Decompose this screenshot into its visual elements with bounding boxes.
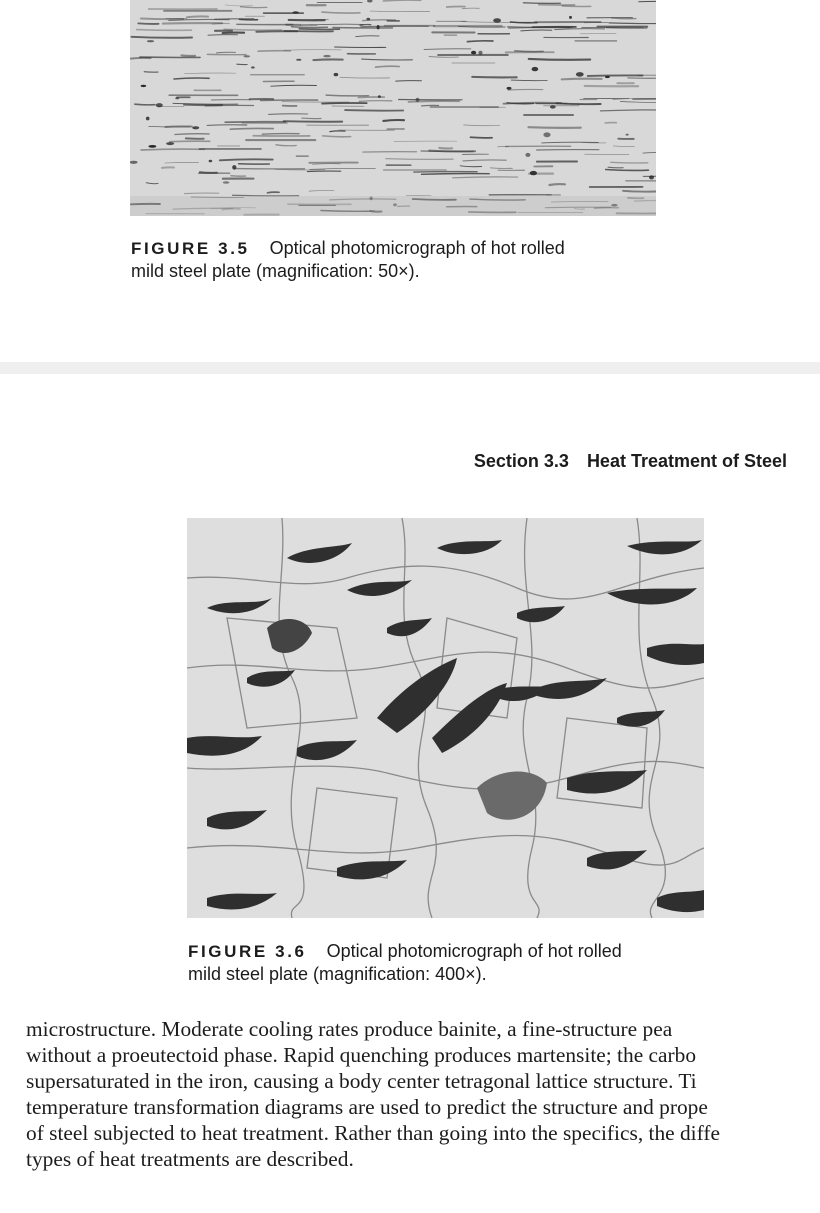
- texture-streak: [611, 162, 648, 163]
- texture-inclusion: [244, 55, 251, 57]
- texture-inclusion: [378, 95, 381, 98]
- page-separator: [0, 362, 820, 374]
- body-line: temperature transformation diagrams are used to predict the structure and prope: [26, 1095, 708, 1119]
- texture-inclusion: [141, 85, 147, 87]
- figure-3-5-caption-text: Optical photomicrograph of hot rolled: [269, 238, 565, 258]
- texture-streak: [262, 134, 299, 135]
- section-number: Section 3.3: [473, 451, 569, 471]
- texture-inclusion: [366, 18, 370, 21]
- texture-inclusion: [146, 117, 150, 121]
- texture-streak: [606, 28, 646, 29]
- texture-streak: [132, 37, 193, 38]
- texture-streak: [268, 192, 280, 193]
- texture-streak: [472, 77, 517, 78]
- texture-streak: [511, 80, 547, 81]
- texture-streak: [141, 149, 204, 150]
- texture-inclusion: [296, 59, 301, 61]
- texture-streak: [409, 101, 460, 102]
- texture-streak: [185, 193, 219, 194]
- figure-3-6-micrograph-svg: [187, 518, 704, 918]
- texture-streak: [639, 1, 656, 2]
- texture-streak: [550, 184, 565, 185]
- texture-inclusion: [166, 142, 174, 145]
- texture-inclusion: [532, 67, 539, 71]
- figure-3-6-micrograph: [187, 518, 704, 918]
- texture-streak: [313, 59, 342, 60]
- texture-inclusion: [576, 72, 584, 77]
- texture-streak: [467, 41, 493, 42]
- texture-streak: [562, 79, 602, 80]
- texture-streak: [299, 29, 339, 30]
- texture-streak: [609, 23, 656, 24]
- texture-streak: [137, 30, 192, 31]
- texture-inclusion: [479, 51, 483, 55]
- texture-streak: [284, 121, 343, 122]
- texture-inclusion: [192, 126, 199, 129]
- texture-inclusion: [293, 11, 299, 14]
- texture-streak: [606, 170, 649, 171]
- texture-streak: [562, 6, 591, 7]
- texture-inclusion: [493, 18, 501, 23]
- texture-inclusion: [569, 16, 572, 19]
- texture-inclusion: [334, 73, 339, 76]
- texture-inclusion: [416, 98, 420, 102]
- body-paragraph: [26, 1016, 820, 1172]
- texture-inclusion: [471, 51, 476, 55]
- texture-inclusion: [507, 87, 512, 90]
- texture-inclusion: [525, 153, 530, 157]
- texture-streak: [623, 191, 656, 192]
- texture-streak: [429, 151, 475, 152]
- figure-3-5-caption-line1: [131, 237, 565, 260]
- body-line: microstructure. Moderate cooling rates produce bainite, a fine-structure pea: [26, 1017, 673, 1041]
- texture-inclusion: [377, 25, 380, 29]
- texture-inclusion: [530, 171, 537, 175]
- texture-streak: [138, 23, 158, 24]
- running-head: [474, 451, 787, 472]
- figure-3-5-micrograph: [130, 0, 656, 216]
- texture-streak: [302, 118, 321, 119]
- figure-3-5-caption-line2: mild steel plate (magnification: 50×).: [131, 261, 420, 281]
- texture-streak: [422, 174, 490, 175]
- body-line: without a proeutectoid phase. Rapid quenching produces martensite; the carbo: [26, 1043, 697, 1067]
- texture-streak: [612, 18, 636, 19]
- texture-streak: [230, 128, 273, 129]
- texture-streak: [383, 0, 421, 1]
- texture-inclusion: [148, 145, 156, 148]
- texture-inclusion: [550, 105, 556, 108]
- figure-3-6-caption-text: Optical photomicrograph of hot rolled: [326, 941, 622, 961]
- texture-streak: [508, 89, 543, 90]
- texture-inclusion: [147, 40, 154, 42]
- texture-streak: [529, 127, 581, 128]
- texture-streak: [322, 103, 367, 104]
- figure-3-5-label: FIGURE 3.5: [131, 239, 250, 258]
- texture-streak: [511, 22, 538, 23]
- texture-streak: [608, 167, 623, 168]
- body-line: of steel subjected to heat treatment. Rather than going into the specifics, the diffe: [26, 1121, 720, 1145]
- texture-streak: [471, 137, 493, 138]
- texture-streak: [233, 195, 299, 196]
- texture-streak: [307, 171, 340, 172]
- texture-streak: [330, 131, 345, 132]
- texture-streak: [529, 59, 591, 60]
- figure-3-5-caption: [131, 237, 565, 282]
- texture-inclusion: [649, 175, 654, 179]
- texture-inclusion: [209, 160, 213, 163]
- texture-streak: [322, 12, 360, 13]
- texture-streak: [231, 176, 246, 177]
- texture-streak: [175, 134, 209, 135]
- texture-streak: [422, 105, 439, 106]
- texture-streak: [162, 167, 174, 168]
- texture-inclusion: [605, 76, 610, 78]
- texture-inclusion: [626, 134, 629, 136]
- texture-streak: [170, 141, 210, 142]
- texture-streak: [135, 104, 155, 105]
- figure-3-6-label: FIGURE 3.6: [188, 942, 307, 961]
- texture-inclusion: [156, 103, 163, 107]
- texture-streak: [326, 95, 368, 96]
- figure-3-6-caption-line1: [188, 940, 622, 963]
- texture-streak: [345, 110, 403, 111]
- texture-streak: [212, 23, 229, 24]
- body-line: types of heat treatments are described.: [26, 1147, 354, 1171]
- texture-streak: [376, 66, 400, 67]
- texture-inclusion: [251, 66, 255, 68]
- figure-3-5-micrograph-svg: [130, 0, 656, 216]
- body-line: supersaturated in the iron, causing a body center tetragonal lattice structure. Ti: [26, 1069, 697, 1093]
- section-title: Heat Treatment of Steel: [586, 451, 787, 471]
- texture-streak: [131, 58, 151, 59]
- texture-inclusion: [130, 161, 138, 164]
- texture-streak: [386, 159, 453, 160]
- texture-inclusion: [323, 55, 331, 57]
- texture-streak: [383, 120, 404, 121]
- texture-inclusion: [175, 97, 179, 99]
- figure-3-6-caption-line2: mild steel plate (magnification: 400×).: [188, 964, 487, 984]
- page-top: [0, 0, 820, 362]
- texture-streak: [187, 16, 208, 17]
- texture-inclusion: [232, 165, 236, 170]
- texture-streak: [359, 101, 392, 102]
- texture-streak: [292, 27, 328, 28]
- texture-inclusion: [543, 132, 550, 137]
- figure-3-6-caption: [188, 940, 622, 985]
- texture-streak: [439, 148, 452, 149]
- texture-inclusion: [223, 181, 230, 183]
- texture-streak: [220, 159, 273, 160]
- texture-streak: [182, 55, 196, 56]
- page-bottom: [0, 374, 820, 1213]
- texture-streak: [323, 136, 351, 137]
- texture-streak: [414, 172, 477, 173]
